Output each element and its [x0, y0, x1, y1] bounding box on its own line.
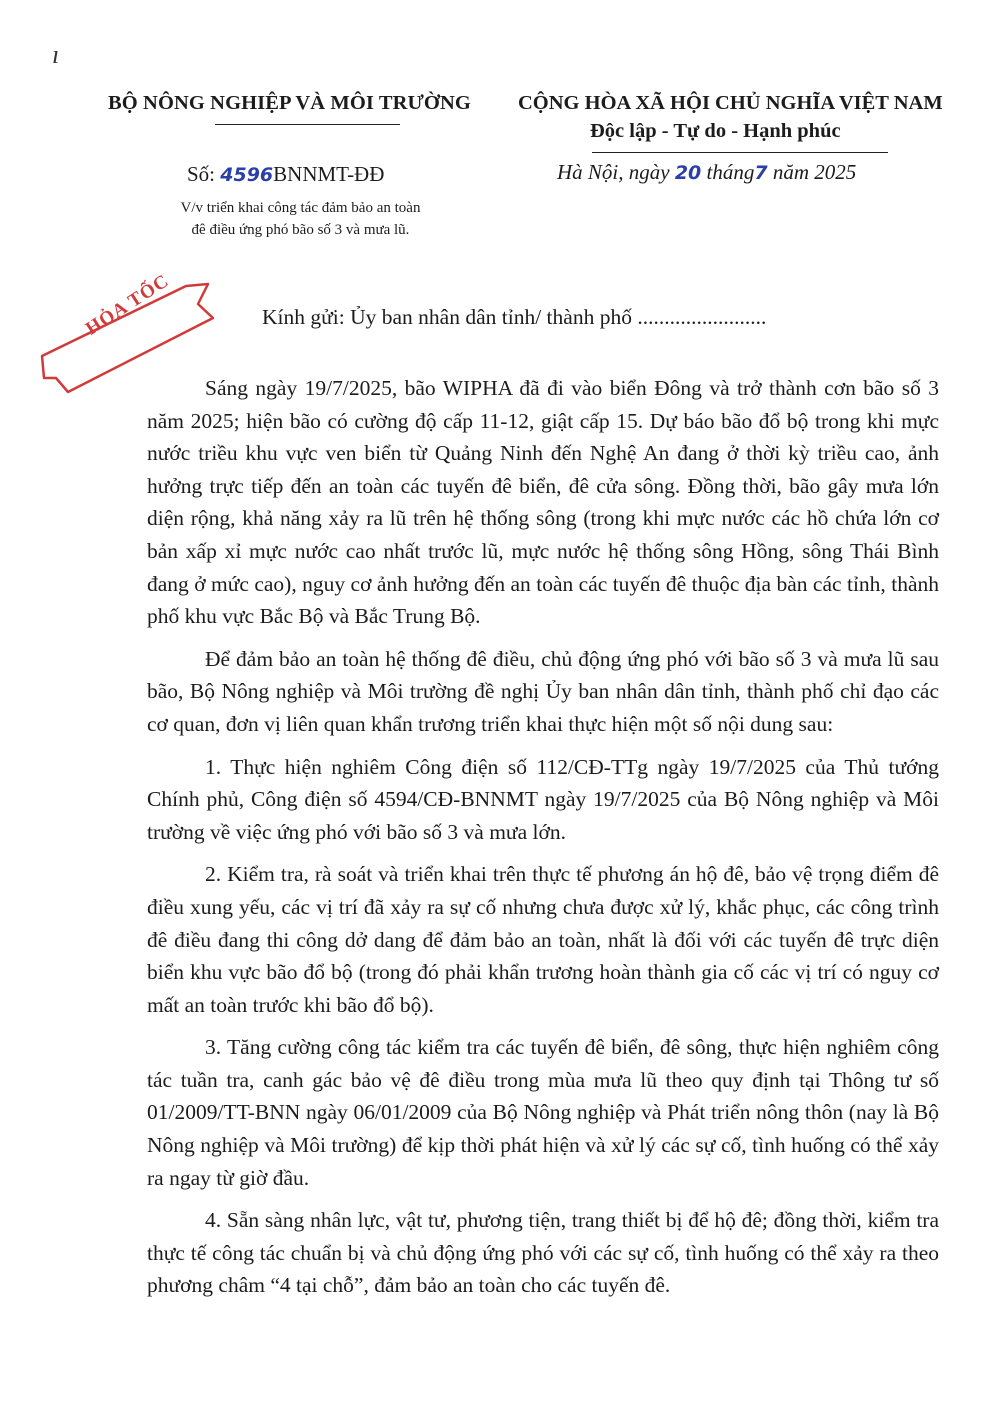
- body-paragraph: Sáng ngày 19/7/2025, bão WIPHA đã đi vào biển Đông và trở thành cơn bão số 3 năm 2025; hiện bão có cường độ cấp 11-12, giật cấp 15. Dự báo bão đổ bộ trong khi mực nước triều khu vực ven biển từ Quảng Ninh đến Nghệ An đang ở thời kỳ triều cao, ảnh hưởng trực tiếp đến an toàn các tuyến đê biển, đê cửa sông. Đồng thời, bão gây mưa lớn diện rộng, khả năng xảy ra lũ trên hệ thống sông (trong khi mực nước các hồ chứa lớn cơ bản xấp xỉ mực nước cao nhất trước lũ, mực nước hệ thống sông Hồng, sông Thái Bình đang ở mức cao), nguy cơ ảnh hưởng đến an toàn các tuyến đê thuộc địa bàn các tỉnh, thành phố khu vực Bắc Bộ và Bắc Trung Bộ.: [147, 376, 939, 629]
- document-number: [187, 162, 384, 187]
- place-date: [557, 160, 856, 185]
- body-paragraph: 3. Tăng cường công tác kiểm tra các tuyến đê biển, đê sông, thực hiện nghiêm công tác tuần tra, canh gác bảo vệ đê điều trong mùa mưa lũ theo quy định tại Thông tư số 01/2009/TT-BNN ngày 06/01/2009 của Bộ Nông nghiệp và Phát triển nông thôn (nay là Bộ Nông nghiệp và Môi trường) để kịp thời phát hiện và xử lý các sự cố, tình huống có thể xảy ra ngay từ giờ đầu.: [147, 1035, 939, 1190]
- doc-number-suffix: BNNMT-ĐĐ: [273, 162, 385, 186]
- national-motto: Độc lập - Tự do - Hạnh phúc: [590, 120, 841, 142]
- doc-number-handwritten: 4596: [220, 164, 274, 186]
- body-paragraph: Để đảm bảo an toàn hệ thống đê điều, chủ động ứng phó với bão số 3 và mưa lũ sau bão, Bộ Nông nghiệp và Môi trường đề nghị Ủy ban nhân dân tỉnh, thành phố chỉ đạo các cơ quan, đơn vị liên quan khẩn trương triển khai thực hiện một số nội dung sau:: [147, 646, 939, 736]
- body-paragraph: 1. Thực hiện nghiêm Công điện số 112/CĐ-TTg ngày 19/7/2025 của Thủ tướng Chính phủ, Công điện số 4594/CĐ-BNNMT ngày 19/7/2025 của Bộ Nông nghiệp và Môi trường về việc ứng phó với bão số 3 và mưa lớn.: [147, 754, 939, 844]
- subject-line: đê điều ứng phó bão số 3 và mưa lũ.: [191, 222, 410, 238]
- ministry-underline: [215, 124, 400, 125]
- date-year: năm 2025: [772, 160, 857, 184]
- addressee-line: Kính gửi: Ủy ban nhân dân tỉnh/ thành phố ........................: [262, 305, 767, 329]
- motto-underline: [592, 152, 888, 153]
- document-body: [147, 372, 939, 1312]
- pen-mark: ı: [52, 40, 60, 69]
- ministry-name: BỘ NÔNG NGHIỆP VÀ MÔI TRƯỜNG: [108, 92, 471, 114]
- document-subject: [128, 197, 473, 241]
- date-month: 7: [754, 162, 768, 184]
- body-paragraph: 2. Kiểm tra, rà soát và triển khai trên thực tế phương án hộ đê, bảo vệ trọng điểm đê điều xung yếu, các vị trí đã xảy ra sự cố nhưng chưa được xử lý, khắc phục, các công trình đê điều đang thi công dở dang để đảm bảo an toàn, nhất là đối với các tuyến đê trực diện biển khu vực bão đổ bộ (trong đó phải khẩn trương hoàn thành gia cố các vị trí có nguy cơ mất an toàn trước khi bão đổ bộ).: [147, 862, 939, 1017]
- body-paragraph: 4. Sẵn sàng nhân lực, vật tư, phương tiện, trang thiết bị để hộ đê; đồng thời, kiểm tra thực tế công tác chuẩn bị và chủ động ứng phó với các sự cố, tình huống có thể xảy ra theo phương châm “4 tại chỗ”, đảm bảo an toàn cho các tuyến đê.: [147, 1208, 939, 1298]
- date-day: 20: [674, 162, 702, 184]
- nation-title: CỘNG HÒA XÃ HỘI CHỦ NGHĨA VIỆT NAM: [518, 92, 943, 114]
- doc-number-prefix: Số:: [187, 162, 216, 186]
- urgent-stamp-text: HỎA TỐC: [82, 270, 173, 340]
- subject-line: V/v triển khai công tác đảm bảo an toàn: [180, 200, 421, 216]
- date-month-label: tháng: [706, 160, 755, 184]
- date-place: Hà Nội, ngày: [557, 160, 670, 184]
